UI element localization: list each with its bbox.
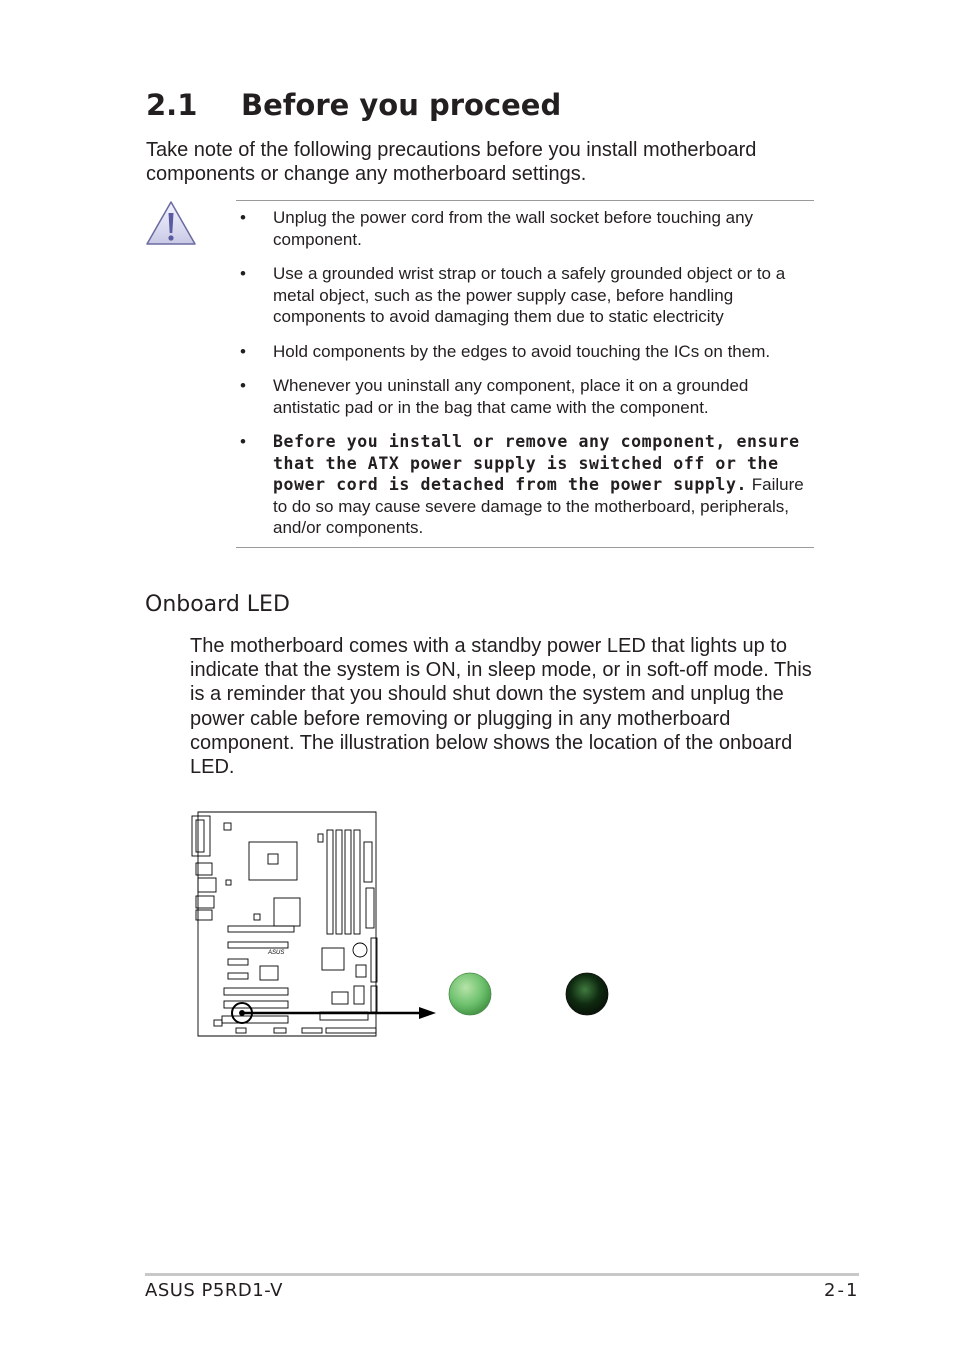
caution-text: Failure to do so may cause severe damage to the motherboard, peripherals, and/or components. (273, 475, 804, 537)
caution-bottom-rule (236, 547, 814, 548)
intro-paragraph: Take note of the following precautions before you install motherboard components or change any motherboard settings. (146, 139, 757, 185)
caution-text: Use a grounded wrist strap or touch a safely grounded object or to a metal object, such as the power supply case, before handling components to avoid damaging them due to static electricity (273, 264, 786, 326)
section-number: 2.1 (146, 88, 198, 122)
motherboard-illustration (190, 808, 620, 1048)
led-off-icon (566, 973, 608, 1015)
section-title: Before you proceed (241, 88, 562, 122)
caution-list (236, 207, 816, 552)
footer-page-number: 2-1 (824, 1280, 860, 1301)
bullet: • (240, 376, 246, 395)
onboard-led-paragraph: The motherboard comes with a standby power LED that lights up to indicate that the system is ON, in sleep mode, or in soft-off mode. This is a reminder that you should shut down the system and unplug the power cable before removing or plugging in any motherboard component. The illustration below shows the location of the onboard LED. (190, 635, 812, 779)
caution-strong-text: Before you install or remove any component, ensure that the ATX power supply is switched off or the power cord is detached from the power supply. (273, 432, 800, 494)
board-logo: ASUS (268, 950, 285, 956)
caution-item (236, 341, 816, 363)
bullet: • (240, 341, 246, 361)
warning-triangle-icon (145, 199, 197, 254)
onboard-led-heading: Onboard LED (145, 592, 290, 617)
bullet: • (240, 432, 246, 451)
caution-text: Unplug the power cord from the wall socket before touching any component. (273, 208, 754, 249)
caution-item (236, 431, 816, 539)
led-lit-icon (449, 973, 491, 1015)
caution-text: Whenever you uninstall any component, place it on a grounded antistatic pad or in the bag that came with the component. (273, 376, 749, 417)
bullet: • (240, 208, 246, 227)
bullet: • (240, 264, 246, 283)
caution-item (236, 263, 816, 328)
caution-top-rule (236, 200, 814, 201)
caution-text: Hold components by the edges to avoid touching the ICs on them. (273, 341, 771, 361)
footer-model: ASUS P5RD1-V (145, 1280, 283, 1301)
caution-item (236, 207, 816, 250)
caution-item (236, 375, 816, 418)
footer-rule (145, 1273, 859, 1276)
